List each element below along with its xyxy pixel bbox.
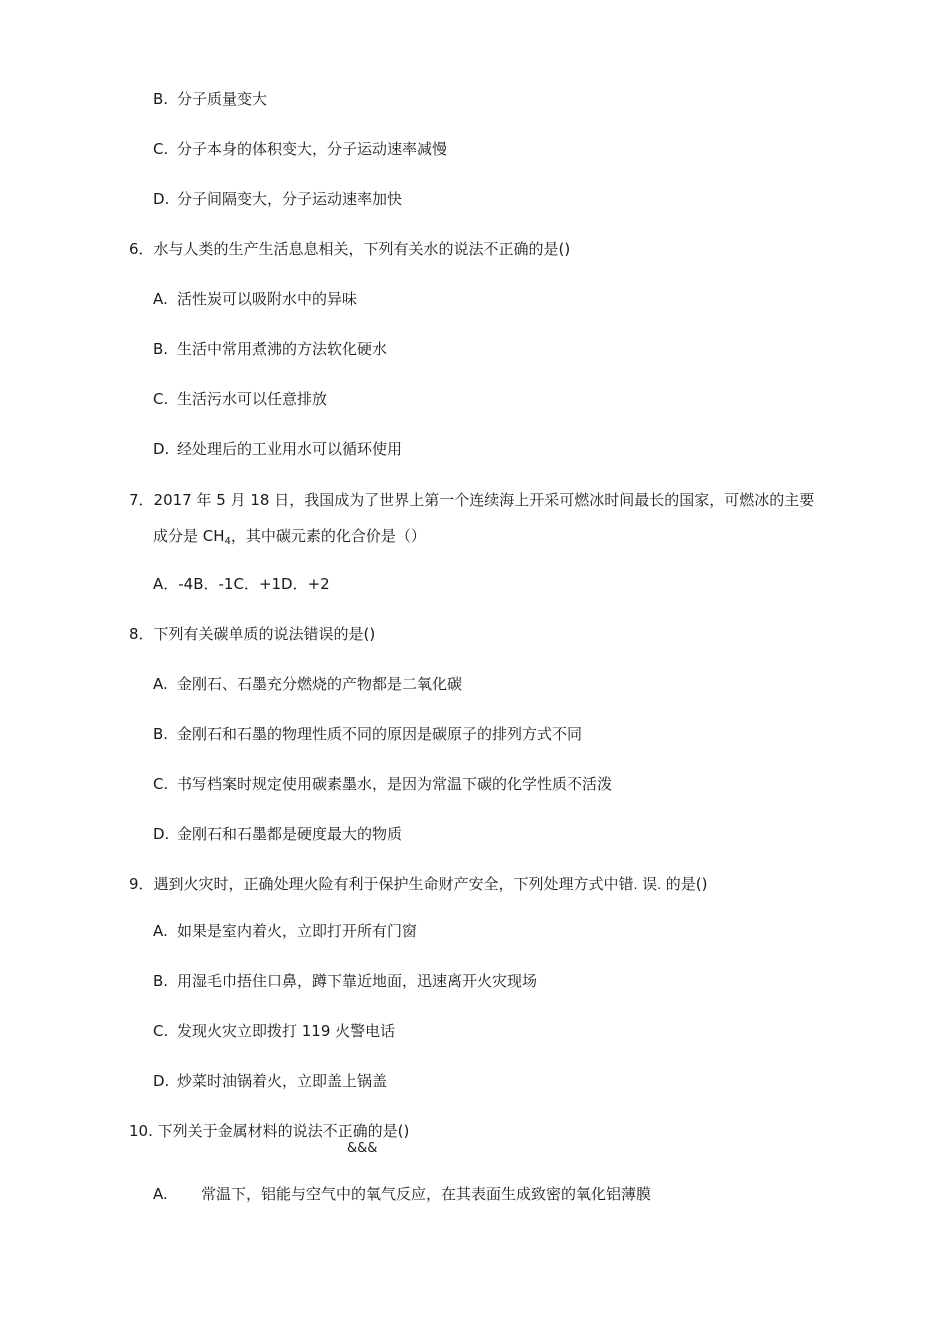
option-text: 分子间隔变大，分子运动速率加快	[177, 190, 403, 208]
q8-option-c	[153, 773, 612, 795]
option-label: C.	[153, 390, 169, 408]
option-label: A.	[153, 290, 168, 308]
q7-stem-post: ，其中碳元素的化合价是（）	[230, 527, 426, 545]
q9-option-c	[153, 1020, 395, 1042]
q10-option-a	[153, 1183, 651, 1205]
option-label: D.	[153, 1072, 170, 1090]
option-label: C.	[153, 140, 169, 158]
option-text: 分子质量变大	[177, 90, 268, 108]
q8-option-b	[153, 723, 582, 745]
q7-stem-pre: 成分是 CH	[153, 527, 225, 545]
q9-option-d	[153, 1070, 387, 1092]
option-text: 发现火灾立即拨打 119 火警电话	[177, 1022, 396, 1040]
option-text: 分子本身的体积变大，分子运动速率减慢	[177, 140, 448, 158]
q6-option-c	[153, 388, 327, 410]
option-text: 用湿毛巾捂住口鼻，蹲下靠近地面，迅速离开火灾现场	[177, 972, 538, 990]
q6-option-d	[153, 438, 402, 460]
q8-option-d	[153, 823, 402, 845]
option-text: 书写档案时规定使用碳素墨水，是因为常温下碳的化学性质不活泼	[177, 775, 613, 793]
option-label: B.	[153, 90, 169, 108]
subscript: 4	[224, 536, 231, 547]
option-text: 金刚石、石墨充分燃烧的产物都是二氧化碳	[177, 675, 463, 693]
option-label: D.	[153, 825, 170, 843]
q7-stem-line1: 7．2017 年 5 月 18 日，我国成为了世界上第一个连续海上开采可燃冰时间最长的国家，可燃冰的主要	[129, 491, 815, 509]
option-text: 炒菜时油锅着火，立即盖上锅盖	[177, 1072, 388, 1090]
page-marker: &&&	[347, 1141, 378, 1156]
q9-stem: 9．遇到火灾时，正确处理火险有利于保护生命财产安全，下列处理方式中错. 误. 的是()	[129, 875, 708, 893]
option-text: 经处理后的工业用水可以循环使用	[177, 440, 403, 458]
q9-option-a	[153, 920, 417, 942]
emphasis-char: 误	[642, 875, 658, 893]
q5-option-c	[153, 138, 447, 160]
option-text: 如果是室内着火，立即打开所有门窗	[177, 922, 418, 940]
option-label: A.	[153, 1185, 168, 1203]
q5-option-b	[153, 88, 267, 110]
q9-stem-text: 9．遇到火灾时，正确处理火险有利于保护生命财产安全，下列处理方式中	[129, 875, 619, 893]
option-label: D.	[153, 190, 170, 208]
q9-option-b	[153, 970, 537, 992]
option-label: D.	[153, 440, 170, 458]
q6-option-a	[153, 288, 357, 310]
q9-stem-tail: 的是()	[665, 875, 708, 893]
option-label: A.	[153, 675, 168, 693]
q10-stem: 10. 下列关于金属材料的说法不正确的是()	[129, 1122, 410, 1140]
q6-option-b	[153, 338, 387, 360]
q8-stem: 8．下列有关碳单质的说法错误的是()	[129, 625, 376, 643]
option-label: B.	[153, 725, 169, 743]
option-text: 金刚石和石墨都是硬度最大的物质	[177, 825, 403, 843]
option-label: A.	[153, 922, 168, 940]
option-text: 常温下，铝能与空气中的氧气反应，在其表面生成致密的氧化铝薄膜	[201, 1185, 652, 1203]
option-text: 生活中常用煮沸的方法软化硬水	[177, 340, 388, 358]
q7-options: A．-4B．-1C．+1D．+2	[153, 575, 330, 593]
q8-option-a	[153, 673, 462, 695]
option-text: 金刚石和石墨的物理性质不同的原因是碳原子的排列方式不同	[177, 725, 583, 743]
q6-stem: 6．水与人类的生产生活息息相关，下列有关水的说法不正确的是()	[129, 240, 571, 258]
option-text: 活性炭可以吸附水中的异味	[177, 290, 358, 308]
option-label: C.	[153, 775, 169, 793]
q5-option-d	[153, 188, 402, 210]
emphasis-char: 错	[618, 875, 634, 893]
option-label: B.	[153, 972, 169, 990]
q7-stem-line2	[153, 525, 426, 547]
option-label: B.	[153, 340, 169, 358]
option-text: 生活污水可以任意排放	[177, 390, 328, 408]
option-label: C.	[153, 1022, 169, 1040]
